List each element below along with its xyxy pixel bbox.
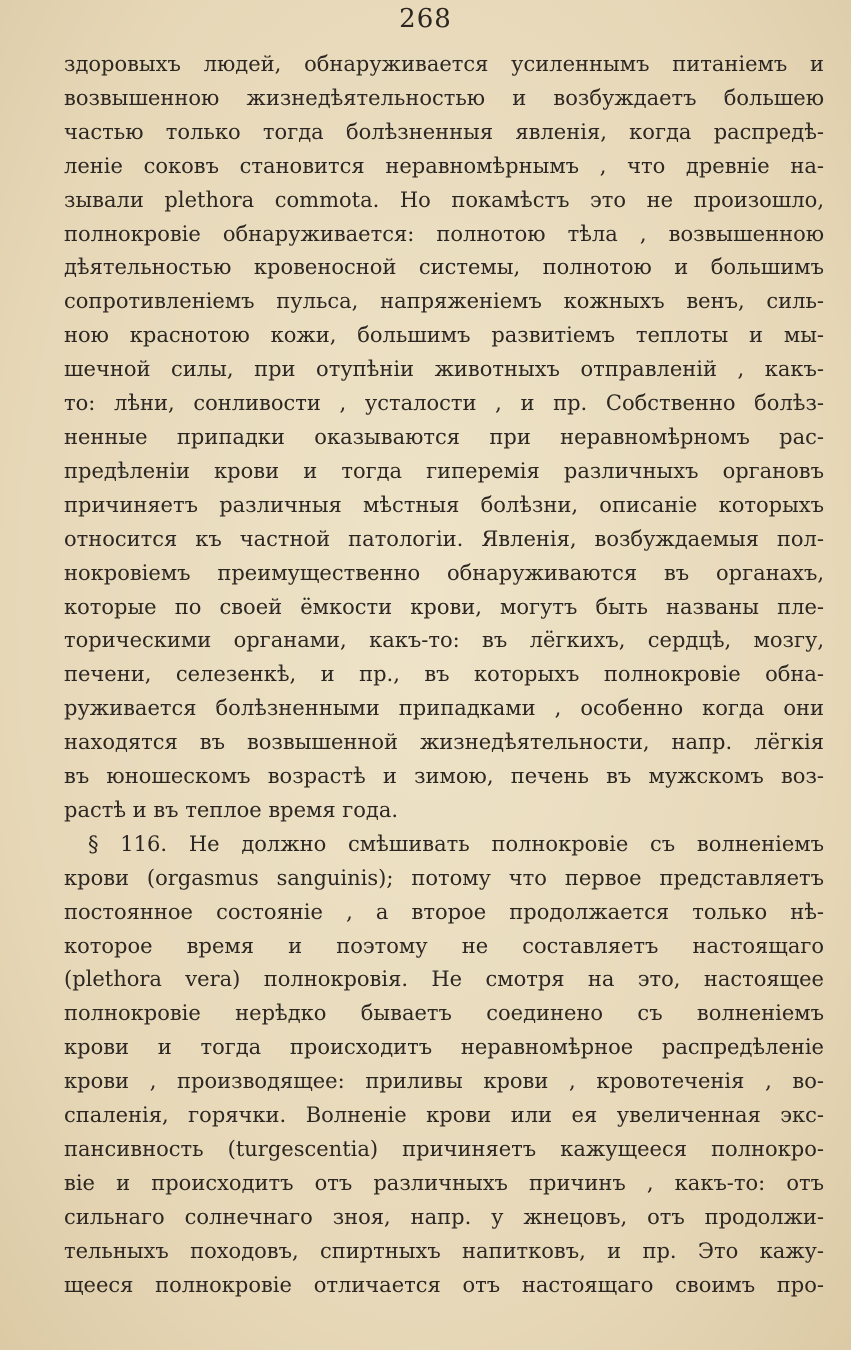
text-line: которые по своей ёмкости крови, могутъ быть названы пле- <box>64 594 824 619</box>
section-heading-line: § 116. Не должно смѣшивать полнокровiе съ волненiемъ <box>88 831 824 856</box>
text-line: полнокровiе нерѣдко бываетъ соединено съ волненiемъ <box>64 1001 824 1026</box>
text-line: частью только тогда болѣзненныя явленiя, когда распредѣ- <box>64 119 824 144</box>
text-line: торическими органами, какъ-то: въ лёгкихъ, сердцѣ, мозгу, <box>64 628 824 653</box>
text-line: дѣятельностью кровеносной системы, полнотою и большимъ <box>64 255 824 280</box>
text-line: ненные припадки оказываются при неравномѣрномъ рас- <box>64 424 824 449</box>
text-line: крови , производящее: приливы крови , кровотеченiя , во- <box>64 1069 824 1094</box>
paragraph-last-line: растѣ и въ теплое время года. <box>64 797 399 822</box>
text-line: ною краснотою кожи, большимъ развитiемъ теплоты и мы- <box>64 323 824 348</box>
text-line: въ юношескомъ возрастѣ и зимою, печень въ мужскомъ воз- <box>64 764 824 789</box>
text-line: руживается болѣзненными припадками , особенно когда они <box>64 696 824 721</box>
text-line: крови (orgasmus sanguinis); потому что первое представляетъ <box>64 865 824 890</box>
page-number: 268 <box>399 4 452 34</box>
text-line: ленiе соковъ становится неравномѣрнымъ , что древнiе на- <box>64 153 824 178</box>
text-line: то: лѣни, сонливости , усталости , и пр. Собственно болѣз- <box>64 391 824 416</box>
text-line: сильнаго солнечнаго зноя, напр. у жнецовъ, отъ продолжи- <box>64 1204 824 1229</box>
text-line: постоянное состоянiе , а второе продолжается только нѣ- <box>64 899 824 924</box>
text-line: вiе и происходитъ отъ различныхъ причинъ , какъ-то: отъ <box>64 1170 824 1195</box>
text-line: нокровiемъ преимущественно обнаруживаются въ органахъ, <box>64 560 824 585</box>
text-line: крови и тогда происходитъ неравномѣрное распредѣленiе <box>64 1035 824 1060</box>
text-line: здоровыхъ людей, обнаруживается усиленнымъ питанiемъ и <box>64 52 824 76</box>
text-line: зывали plethora commota. Но покамѣстъ это не произошло, <box>64 187 824 212</box>
text-line: относится къ частной патологiи. Явленiя, возбуждаемыя пол- <box>64 526 824 551</box>
text-line: шечной силы, при отупѣнiи животныхъ отправленiй , какъ- <box>64 357 824 382</box>
text-line: пансивность (turgescentia) причиняетъ кажущееся полнокро- <box>64 1137 824 1161</box>
text-line: предѣленiи крови и тогда гиперемiя различныхъ органовъ <box>64 458 824 483</box>
text-line: тельныхъ походовъ, спиртныхъ напитковъ, и пр. Это кажу- <box>64 1238 824 1263</box>
text-line: причиняетъ различныя мѣстныя болѣзни, описанiе которыхъ <box>64 492 824 517</box>
text-line: щееся полнокровiе отличается отъ настоящаго своимъ про- <box>64 1272 824 1297</box>
body-text <box>64 48 824 1303</box>
text-line: печени, селезенкѣ, и пр., въ которыхъ полнокровiе обна- <box>64 662 824 687</box>
text-line: полнокровiе обнаруживается: полнотою тѣла , возвышенною <box>64 221 824 246</box>
text-line: сопротивленiемъ пульса, напряженiемъ кожныхъ венъ, силь- <box>64 289 824 314</box>
text-line: находятся въ возвышенной жизнедѣятельности, напр. лёгкiя <box>64 730 824 755</box>
text-line: (plethora vera) полнокровiя. Не смотря на это, настоящее <box>64 967 824 992</box>
text-line: возвышенною жизнедѣятельностью и возбуждаетъ большею <box>64 85 824 110</box>
text-line: спаленiя, горячки. Волненiе крови или ея увеличенная экс- <box>64 1103 824 1128</box>
text-line: которое время и поэтому не составляетъ настоящаго <box>64 933 824 958</box>
